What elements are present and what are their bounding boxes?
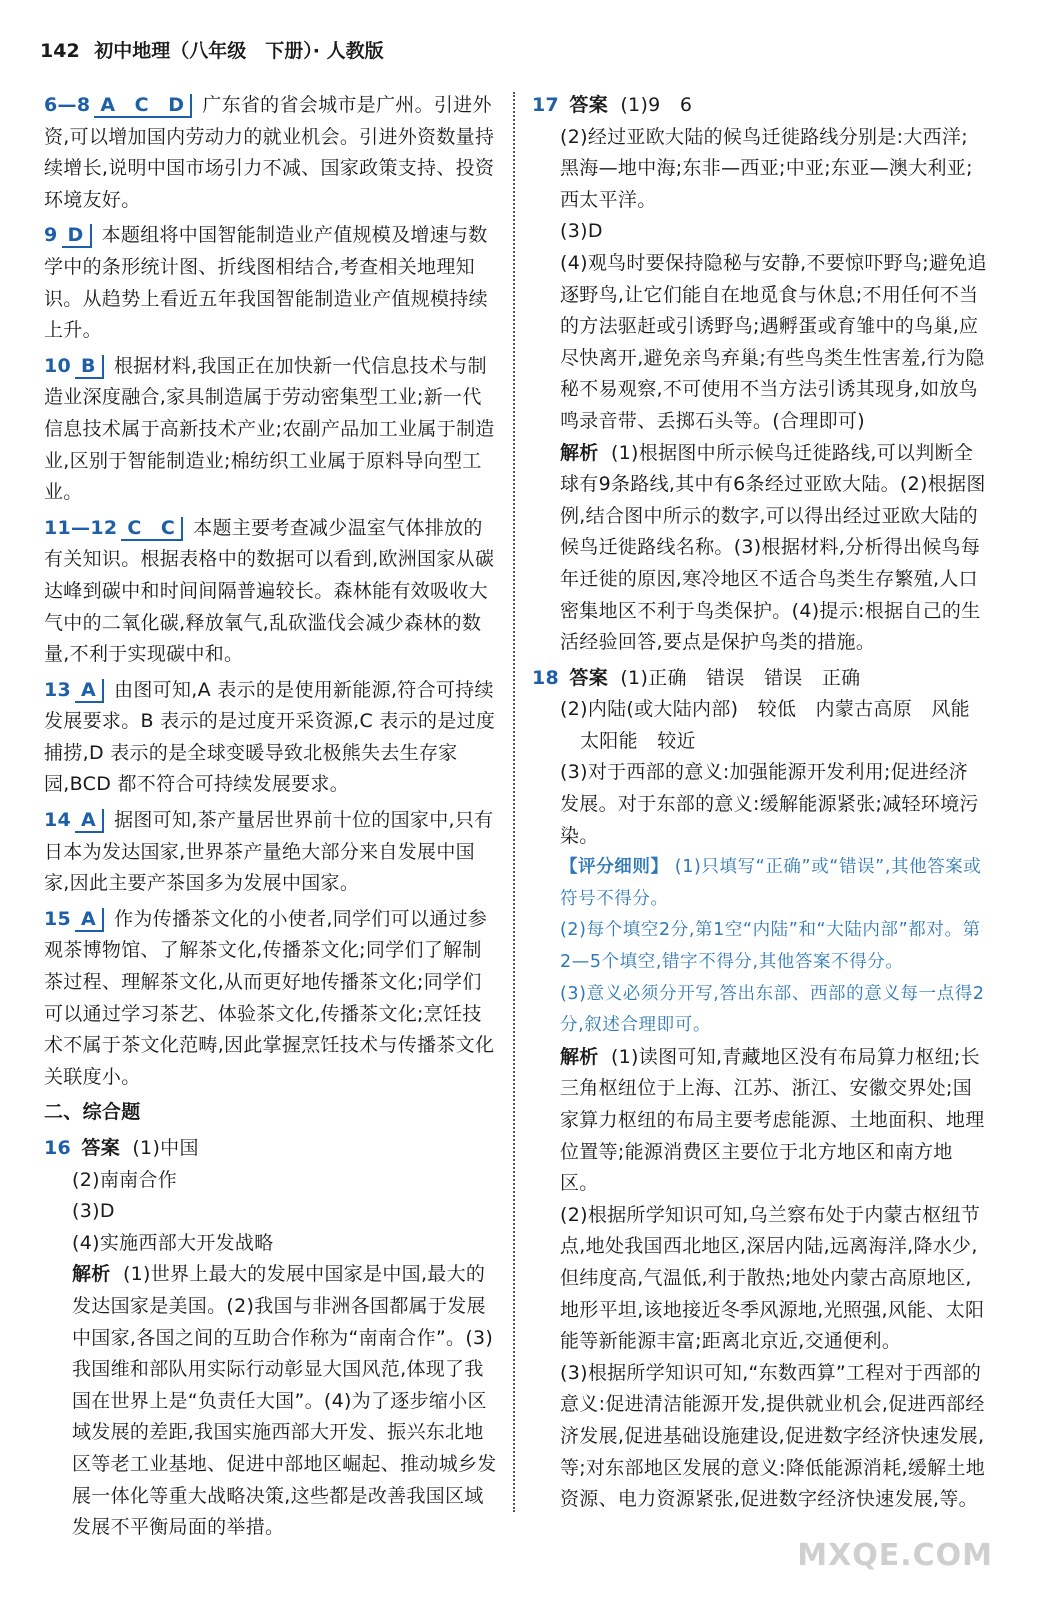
explanation-text: 据图可知,茶产量居世界前十位的国家中,只有日本为发达国家,世界茶产量绝大部分来自发展中国家,因此主要产茶国多为发展中国家。 bbox=[44, 809, 494, 895]
question-17 bbox=[532, 90, 987, 659]
scoring-rules bbox=[532, 852, 987, 1042]
answer-line: (4)观鸟时要保持隐秘与安静,不要惊吓野鸟;避免追逐野鸟,让它们能自在地觅食与休息;不用任何不当的方法驱赶或引诱野鸟;遇孵蛋或育雏中的鸟巢,应尽快离开,避免亲鸟弃巢;有些鸟类生性害羞,行为隐秘不易观察,不可使用不当方法引诱其现身,如放鸟鸣录音带、丢掷石头等。(合理即可) bbox=[560, 251, 987, 432]
question-number: 9 bbox=[44, 224, 58, 247]
analysis-text: (1)世界上最大的发展中国家是中国,最大的发达国家是美国。(2)我国与非洲各国都属于发展中国家,各国之间的互助合作称为“南南合作”。(3)我国维和部队用实际行动彰显大国风范,体现了我国在世界上是“负责任大国”。(4)为了逐步缩小区域发展的差距,我国实施西部大开发、振兴东北地区等老工业基地、促进中部地区崛起、推动城乡发展一体化等重大战略决策,这些都是改善我国区域发展不平衡局面的举措。 bbox=[72, 1263, 497, 1539]
explanation-text: 广东省的省会城市是广州。引进外资,可以增加国内劳动力的就业机会。引进外资数量持续增长,说明中国市场引力不减、国家政策支持、投资环境友好。 bbox=[44, 94, 495, 211]
analysis-text: (1)读图可知,青藏地区没有布局算力枢纽;长三角枢纽位于上海、江苏、浙江、安徽交界处;国家算力枢纽的布局主要考虑能源、土地面积、地理位置等;能源消费区主要位于北方地区和南方地区。 bbox=[560, 1045, 985, 1195]
analysis-text: (1)根据图中所示候鸟迁徙路线,可以判断全球有9条路线,其中有6条经过亚欧大陆。(2)根据图例,结合图中所示的数字,可以得出经过亚欧大陆的候鸟迁徙路线名称。(3)根据材料,分析得出候鸟每年迁徙的原因,寒冷地区不适合鸟类生存繁殖,人口密集地区不利于鸟类保护。(4)提示:根据自己的生活经验回答,要点是保护鸟类的措施。 bbox=[560, 441, 986, 654]
scoring-line: (1)只填写“正确”或“错误”,其他答案或符号不得分。 bbox=[560, 857, 982, 909]
question-15 bbox=[44, 904, 499, 1094]
question-14 bbox=[44, 805, 499, 900]
question-number: 17 bbox=[532, 94, 560, 116]
answer-box: A bbox=[75, 679, 104, 703]
answer-box: B bbox=[75, 355, 104, 379]
analysis-label: 解析 bbox=[560, 1045, 599, 1068]
answer-line: (1)正确 错误 错误 正确 bbox=[620, 666, 861, 689]
book-title: 初中地理（八年级 下册）· 人教版 bbox=[94, 40, 384, 62]
answer-label: 答案 bbox=[81, 1137, 120, 1159]
scoring-line: (3)意义必须分开写,答出东部、西部的意义每一点得2分,叙述合理即可。 bbox=[560, 983, 985, 1036]
explanation-text: 由图可知,A 表示的是使用新能源,符合可持续发展要求。B 表示的是过度开采资源,C 表示的是过度捕捞,D 表示的是全球变暖导致北极熊失去生存家园,BCD 都不符合可持续发展要求。 bbox=[44, 678, 496, 796]
analysis-label: 解析 bbox=[72, 1263, 111, 1286]
answer-line: (1)中国 bbox=[132, 1137, 199, 1159]
answer-line: (2)南南合作 bbox=[72, 1168, 178, 1191]
question-number: 13 bbox=[44, 678, 72, 701]
scoring-line: (2)每个填空2分,第1空“内陆”和“大陆内部”都对。第2—5个填空,错字不得分,其他答案不得分。 bbox=[560, 920, 981, 973]
page-header bbox=[40, 36, 384, 63]
question-number: 6—8 bbox=[44, 94, 91, 116]
question-number: 18 bbox=[532, 666, 560, 689]
answer-box: A C D bbox=[94, 94, 192, 118]
question-16 bbox=[44, 1133, 499, 1544]
explanation-text: 根据材料,我国正在加快新一代信息技术与制造业深度融合,家具制造属于劳动密集型工业;新一代信息技术属于高新技术产业;农副产品加工业属于制造业,区别于智能制造业;棉纺织工业属于原料导向型工业。 bbox=[44, 354, 495, 504]
question-11-12 bbox=[44, 513, 499, 671]
answer-label: 答案 bbox=[569, 666, 608, 689]
analysis-text: (2)根据所学知识可知,乌兰察布处于内蒙古枢纽节点,地处我国西北地区,深居内陆,远离海洋,降水少,但纬度高,气温低,利于散热;地处内蒙古高原地区,地形平坦,该地接近冬季风源地,光照强,风能、太阳能等新能源丰富;距离北京近,交通便利。 bbox=[560, 1203, 985, 1353]
question-number: 10 bbox=[44, 354, 72, 377]
question-6-8 bbox=[44, 90, 499, 216]
answer-box: D bbox=[62, 224, 92, 248]
watermark: MXQE.COM bbox=[797, 1538, 993, 1573]
analysis-label: 解析 bbox=[560, 441, 599, 464]
section-heading: 二、综合题 bbox=[44, 1101, 141, 1124]
answer-box: A bbox=[75, 908, 104, 932]
question-10 bbox=[44, 351, 499, 509]
answer-box: C C bbox=[121, 517, 183, 541]
answer-line: (4)实施西部大开发战略 bbox=[72, 1231, 274, 1254]
explanation-text: 本题组将中国智能制造业产值规模及增速与数学中的条形统计图、折线图相结合,考查相关地理知识。从趋势上看近五年我国智能制造业产值规模持续上升。 bbox=[44, 224, 488, 342]
right-column bbox=[532, 90, 987, 1520]
answer-line: (2)内陆(或大陆内部) 较低 内蒙古高原 风能 bbox=[560, 698, 970, 721]
answer-line: (3)D bbox=[560, 220, 603, 243]
column-divider bbox=[513, 92, 515, 1512]
question-13 bbox=[44, 675, 499, 801]
question-number: 16 bbox=[44, 1137, 72, 1159]
left-column bbox=[44, 90, 499, 1548]
answer-box: A bbox=[75, 809, 104, 833]
answer-line: (3)D bbox=[72, 1200, 115, 1223]
analysis-text: (3)根据所学知识可知,“东数西算”工程对于西部的意义:促进清洁能源开发,提供就业机会,促进西部经济发展,促进基础设施建设,促进数字经济快速发展,等;对东部地区发展的意义:降低能源消耗,缓解土地资源、电力资源紧张,促进数字经济快速发展,等。 bbox=[560, 1361, 986, 1511]
question-number: 14 bbox=[44, 809, 72, 832]
answer-label: 答案 bbox=[569, 94, 608, 116]
question-18 bbox=[532, 663, 987, 1516]
answer-line: (3)对于西部的意义:加强能源开发利用;促进经济发展。对于东部的意义:缓解能源紧张;减轻环境污染。 bbox=[560, 761, 979, 847]
page-number: 142 bbox=[40, 40, 80, 62]
scoring-tag: 【评分细则】 bbox=[560, 857, 669, 878]
question-number: 15 bbox=[44, 907, 72, 930]
question-number: 11—12 bbox=[44, 516, 118, 539]
answer-line: 太阳能 较近 bbox=[580, 729, 696, 752]
explanation-text: 作为传播茶文化的小使者,同学们可以通过参观茶博物馆、了解茶文化,传播茶文化;同学们了解制茶过程、理解茶文化,从而更好地传播茶文化;同学们可以通过学习茶艺、体验茶文化,传播茶文化;烹饪技术不属于茶文化范畴,因此掌握烹饪技术与传播茶文化关联度小。 bbox=[44, 907, 495, 1088]
answer-line: (1)9 6 bbox=[620, 94, 693, 116]
explanation-text: 本题主要考查减少温室气体排放的有关知识。根据表格中的数据可以看到,欧洲国家从碳达峰到碳中和时间间隔普遍较长。森林能有效吸收大气中的二氧化碳,释放氧气,乱砍滥伐会减少森林的数量,不利于实现碳中和。 bbox=[44, 516, 495, 666]
answer-line: (2)经过亚欧大陆的候鸟迁徙路线分别是:大西洋;黑海—地中海;东非—西亚;中亚;东亚—澳大利亚;西太平洋。 bbox=[560, 125, 973, 211]
question-9 bbox=[44, 220, 499, 346]
